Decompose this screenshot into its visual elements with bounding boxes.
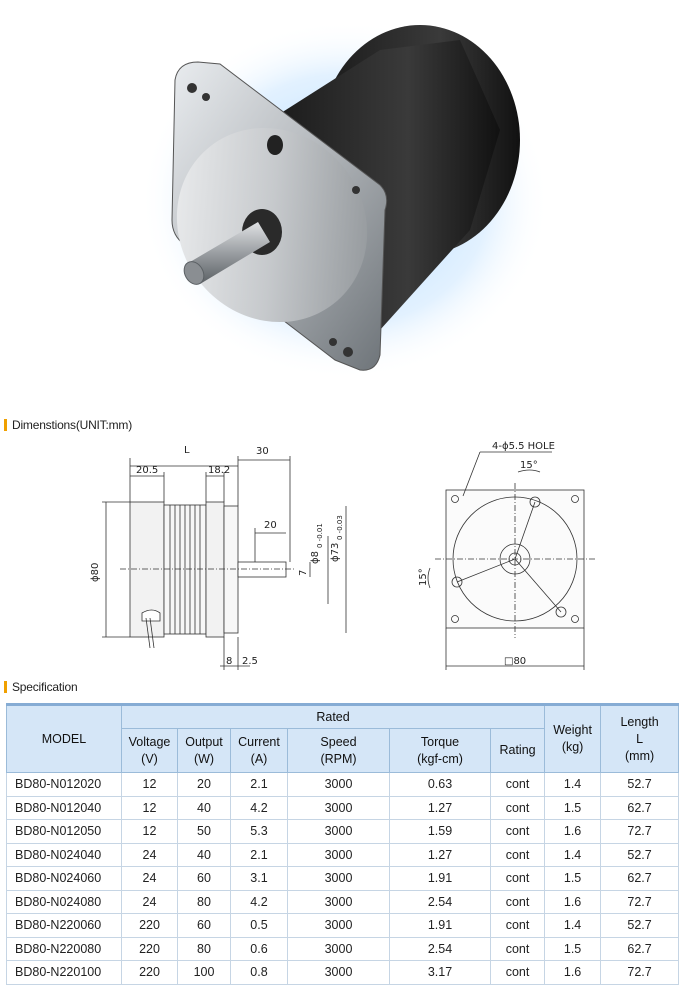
header-model: MODEL: [7, 705, 122, 773]
cell-output: 40: [178, 796, 231, 820]
header-length-L: L: [636, 731, 644, 746]
header-speed-label: Speed: [320, 734, 357, 749]
cell-current: 0.5: [231, 914, 288, 938]
cell-model: BD80-N024080: [7, 890, 122, 914]
table-row: [7, 890, 679, 914]
cell-length: 52.7: [601, 914, 679, 938]
header-length-unit: (mm): [625, 748, 655, 763]
cell-output: 20: [178, 773, 231, 797]
cell-speed: 3000: [288, 890, 390, 914]
cell-speed: 3000: [288, 937, 390, 961]
cell-model: BD80-N220080: [7, 937, 122, 961]
header-weight-label: Weight: [553, 723, 592, 737]
dim-phi73-tolerance: 0 -0.03: [336, 515, 344, 540]
dim-hole: 4-ϕ5.5 HOLE: [492, 441, 555, 452]
cell-voltage: 220: [122, 937, 178, 961]
dim-18-2: 18.2: [208, 465, 231, 476]
cell-length: 62.7: [601, 867, 679, 891]
header-current-label: Current: [238, 734, 280, 749]
cell-torque: 2.54: [390, 890, 491, 914]
header-torque-unit: (kgf-cm): [417, 751, 463, 766]
header-output-unit: (W): [193, 751, 215, 766]
cell-rating: cont: [491, 961, 545, 985]
cell-output: 80: [178, 890, 231, 914]
cell-torque: 0.63: [390, 773, 491, 797]
header-torque-label: Torque: [420, 734, 460, 749]
table-row: [7, 961, 679, 985]
dim-20-5: 20.5: [136, 465, 159, 476]
section-marker-icon: [4, 419, 7, 431]
header-speed: [288, 729, 390, 773]
header-weight-unit: (kg): [561, 740, 584, 754]
specification-section-title: [4, 680, 77, 694]
cell-weight: 1.5: [545, 937, 601, 961]
header-voltage-label: Voltage: [128, 734, 171, 749]
cell-current: 0.8: [231, 961, 288, 985]
header-weight: [545, 705, 601, 773]
cell-rating: cont: [491, 796, 545, 820]
cell-rating: cont: [491, 914, 545, 938]
header-current: [231, 729, 288, 773]
cell-current: 4.2: [231, 890, 288, 914]
header-rated: Rated: [122, 705, 545, 729]
table-row: [7, 914, 679, 938]
cell-voltage: 24: [122, 843, 178, 867]
cell-torque: 1.91: [390, 867, 491, 891]
header-length: [601, 705, 679, 773]
cell-output: 50: [178, 820, 231, 844]
dim-8: 8: [226, 656, 233, 667]
cell-voltage: 12: [122, 796, 178, 820]
cell-model: BD80-N012050: [7, 820, 122, 844]
dim-phi8: ϕ8: [310, 551, 321, 564]
cell-weight: 1.6: [545, 961, 601, 985]
cell-length: 52.7: [601, 773, 679, 797]
cell-weight: 1.5: [545, 867, 601, 891]
cell-output: 80: [178, 937, 231, 961]
cell-voltage: 12: [122, 773, 178, 797]
cell-length: 62.7: [601, 937, 679, 961]
cell-torque: 1.27: [390, 796, 491, 820]
dim-L: L: [184, 445, 190, 456]
table-row: [7, 796, 679, 820]
dim-phi80: ϕ80: [90, 562, 101, 582]
cell-model: BD80-N012020: [7, 773, 122, 797]
cell-rating: cont: [491, 773, 545, 797]
cell-torque: 3.17: [390, 961, 491, 985]
cell-length: 72.7: [601, 820, 679, 844]
specification-title-text: Specification: [12, 680, 78, 694]
cell-weight: 1.4: [545, 773, 601, 797]
cell-speed: 3000: [288, 843, 390, 867]
header-length-label: Length: [620, 714, 659, 729]
dim-angle-top: 15°: [520, 460, 538, 471]
dim-angle-left: 15°: [418, 568, 429, 586]
cell-speed: 3000: [288, 796, 390, 820]
header-output: [178, 729, 231, 773]
cell-model: BD80-N024040: [7, 843, 122, 867]
dimensions-section-title: [4, 418, 132, 432]
cell-weight: 1.4: [545, 843, 601, 867]
cell-voltage: 24: [122, 890, 178, 914]
table-row: [7, 843, 679, 867]
cell-voltage: 24: [122, 867, 178, 891]
specification-table: [6, 703, 679, 985]
header-torque: [390, 729, 491, 773]
cell-current: 2.1: [231, 773, 288, 797]
cell-weight: 1.4: [545, 914, 601, 938]
cell-speed: 3000: [288, 961, 390, 985]
header-voltage-unit: (V): [141, 751, 158, 766]
cell-output: 100: [178, 961, 231, 985]
cell-rating: cont: [491, 937, 545, 961]
header-output-label: Output: [185, 734, 223, 749]
cell-torque: 1.91: [390, 914, 491, 938]
dim-30: 30: [256, 446, 269, 457]
dim-square-80: □80: [504, 656, 527, 667]
table-row: [7, 820, 679, 844]
cell-voltage: 220: [122, 961, 178, 985]
cell-voltage: 12: [122, 820, 178, 844]
dim-2-5: 2.5: [242, 656, 258, 667]
cell-length: 72.7: [601, 961, 679, 985]
dim-phi73: ϕ73: [330, 542, 341, 562]
cell-speed: 3000: [288, 867, 390, 891]
cell-current: 4.2: [231, 796, 288, 820]
dim-7: 7: [298, 569, 309, 576]
cell-length: 62.7: [601, 796, 679, 820]
cell-length: 72.7: [601, 890, 679, 914]
cell-rating: cont: [491, 867, 545, 891]
cell-current: 5.3: [231, 820, 288, 844]
cell-current: 2.1: [231, 843, 288, 867]
header-voltage: [122, 729, 178, 773]
cell-speed: 3000: [288, 914, 390, 938]
cell-weight: 1.5: [545, 796, 601, 820]
cell-model: BD80-N220060: [7, 914, 122, 938]
header-speed-unit: (RPM): [320, 751, 357, 766]
dim-phi8-tolerance: 0 -0.01: [316, 523, 324, 548]
cell-output: 40: [178, 843, 231, 867]
cell-output: 60: [178, 867, 231, 891]
dimensions-title-text: Dimenstions(UNIT:mm): [12, 418, 133, 432]
section-marker-icon: [4, 681, 7, 693]
cell-torque: 2.54: [390, 937, 491, 961]
cell-weight: 1.6: [545, 890, 601, 914]
cell-torque: 1.27: [390, 843, 491, 867]
cell-output: 60: [178, 914, 231, 938]
cell-length: 52.7: [601, 843, 679, 867]
header-current-unit: (A): [250, 751, 268, 766]
cell-rating: cont: [491, 820, 545, 844]
cell-voltage: 220: [122, 914, 178, 938]
cell-weight: 1.6: [545, 820, 601, 844]
cell-rating: cont: [491, 843, 545, 867]
cell-current: 3.1: [231, 867, 288, 891]
cell-rating: cont: [491, 890, 545, 914]
motor-product-photo: [0, 0, 682, 400]
cell-current: 0.6: [231, 937, 288, 961]
cell-speed: 3000: [288, 773, 390, 797]
table-row: [7, 937, 679, 961]
cell-model: BD80-N012040: [7, 796, 122, 820]
cell-model: BD80-N220100: [7, 961, 122, 985]
dim-20: 20: [264, 520, 277, 531]
dimension-drawing: [80, 438, 600, 678]
cell-torque: 1.59: [390, 820, 491, 844]
table-row: [7, 773, 679, 797]
header-rating: Rating: [491, 729, 545, 773]
cell-speed: 3000: [288, 820, 390, 844]
cell-model: BD80-N024060: [7, 867, 122, 891]
table-row: [7, 867, 679, 891]
